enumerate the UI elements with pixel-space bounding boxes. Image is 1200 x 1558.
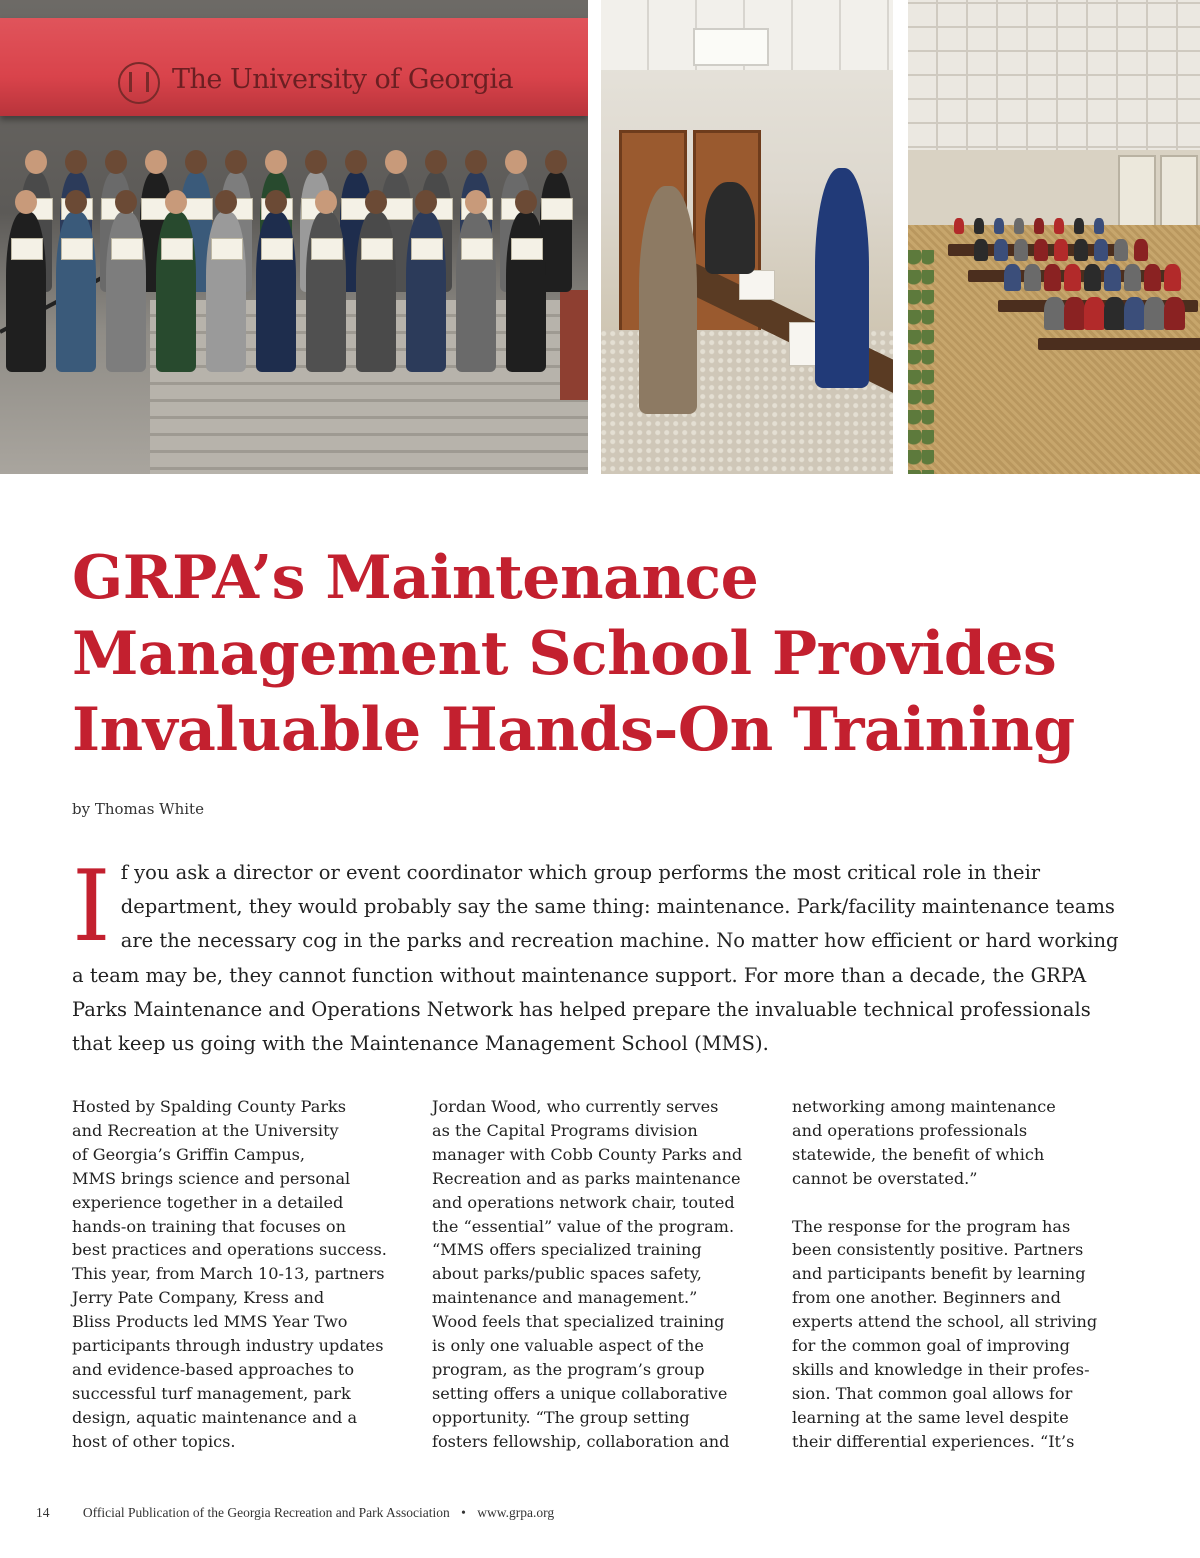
attendee [974, 239, 988, 261]
participant-head [215, 190, 237, 214]
attendee [1064, 297, 1085, 330]
classroom-desk [1038, 338, 1200, 350]
attendee [1074, 239, 1088, 261]
participants-crowd [0, 150, 588, 360]
attendee [1004, 264, 1021, 291]
certificate [461, 238, 493, 260]
lead-paragraph [72, 850, 1132, 1061]
certificate [261, 238, 293, 260]
participant-head [165, 190, 187, 214]
attendee [1164, 297, 1185, 330]
participant [306, 212, 346, 372]
participant-head [185, 150, 207, 174]
photo-classroom-session [908, 0, 1200, 474]
attendee [1054, 218, 1064, 234]
participant [406, 212, 446, 372]
certificate [311, 238, 343, 260]
attendee [1124, 297, 1145, 330]
woman-in-black-jacket [705, 182, 755, 274]
participant [206, 212, 246, 372]
attendee [1044, 264, 1061, 291]
participant-head [65, 150, 87, 174]
attendee [974, 218, 984, 234]
attendee [1074, 218, 1084, 234]
lead-text: f you ask a director or event coordinator which group performs the most critical role in their department, they would probably say the same thing: maintenance. Park/facility maintenance teams are the necessary cog in the parks and recreation machine. No matter how efficient or hard working a team may be, they cannot function without maintenance support. For more than a decade, the GRPA Parks Maintenance and Operations Network has helped prepare the invaluable technical professionals that keep us going with the Maintenance Management School (MMS). [72, 861, 1119, 1056]
byline: by Thomas White [72, 800, 204, 818]
attendee [1024, 264, 1041, 291]
uga-arch-logo [118, 62, 160, 104]
body-column-3: networking among maintenance and operations professionals statewide, the benefit of which cannot be overstated.” The response for the program has been consistently positive. Partners and participants benefit by learning from one another. Beginners and experts attend the school, all striving for the common goal of improving skills and knowledge in their profes- sion. That common goal allows for learning at the same level despite their differential experiences. “It’s [792, 1097, 1098, 1451]
participant-head [265, 150, 287, 174]
potted-plant [908, 250, 934, 474]
awning-sign-text: The University of Georgia [172, 64, 514, 95]
attendee [1094, 239, 1108, 261]
certificate [111, 238, 143, 260]
participant-head [415, 190, 437, 214]
participant-head [145, 150, 167, 174]
attendee [1014, 239, 1028, 261]
coffee-box [739, 270, 775, 300]
article-headline [72, 540, 1172, 768]
attendee [1094, 218, 1104, 234]
headline-line: GRPA’s Maintenance [72, 543, 759, 613]
participant-head [385, 150, 407, 174]
certificate [511, 238, 543, 260]
attendee [1144, 297, 1165, 330]
participant-head [545, 150, 567, 174]
attendee [1014, 218, 1024, 234]
participant [6, 212, 46, 372]
participant-head [15, 190, 37, 214]
page-number: 14 [36, 1505, 50, 1520]
headline-line: Invaluable Hands-On Training [72, 695, 1075, 765]
body-column-2: Jordan Wood, who currently serves as the Capital Programs division manager with Cobb County Parks and Recreation and as parks maintenance and operations network chair, touted the “essential” value of the program. “MMS offers specialized training about parks/public spaces safety, maintenance and management.” Wood feels that specialized training is only one valuable aspect of the program, as the program’s group setting offers a unique collaborative opportunity. “The group setting fosters fellowship, collaboration and [432, 1097, 743, 1451]
drop-cap: I [72, 850, 111, 964]
classroom-ceiling [908, 0, 1200, 170]
attendee [1124, 264, 1141, 291]
participant [506, 212, 546, 372]
attendee [1114, 239, 1128, 261]
certificate [161, 238, 193, 260]
participant-head [65, 190, 87, 214]
certificate [411, 238, 443, 260]
attendee [1064, 264, 1081, 291]
participant-head [265, 190, 287, 214]
website-link[interactable]: www.grpa.org [477, 1505, 555, 1520]
window [1118, 155, 1156, 229]
participant [156, 212, 196, 372]
participant [56, 212, 96, 372]
participant [256, 212, 296, 372]
attendee [1034, 218, 1044, 234]
photo-graduates-group [0, 0, 588, 474]
participant [456, 212, 496, 372]
attendee [1044, 297, 1065, 330]
footer-separator: • [461, 1505, 466, 1520]
participant-head [425, 150, 447, 174]
certificate [61, 238, 93, 260]
ceiling-light [693, 28, 769, 66]
certificate [361, 238, 393, 260]
certificate [541, 198, 573, 220]
participant-head [465, 150, 487, 174]
participant-head [225, 150, 247, 174]
participant [106, 212, 146, 372]
attendee [994, 218, 1004, 234]
attendee [1104, 297, 1125, 330]
body-column-1: Hosted by Spalding County Parks and Recreation at the University of Georgia’s Griffin Campus, MMS brings science and personal experience together in a detailed hands-on training that focuses on best practices and operations success. This year, from March 10-13, partners Jerry Pate Company, Kress and Bliss Products led MMS Year Two participants through industry updates and evidence-based approaches to successful turf management, park design, aquatic maintenance and a host of other topics. [72, 1097, 387, 1451]
participant-head [505, 150, 527, 174]
attendee [1054, 239, 1068, 261]
attendee [1134, 239, 1148, 261]
participant-head [515, 190, 537, 214]
photo-hallway-conversation [601, 0, 893, 474]
participant-head [315, 190, 337, 214]
participant-head [365, 190, 387, 214]
certificate [11, 238, 43, 260]
page-footer [36, 1505, 554, 1521]
man-in-tan-jacket [639, 186, 697, 414]
participant [356, 212, 396, 372]
headline-line: Management School Provides [72, 619, 1057, 689]
participant-head [105, 150, 127, 174]
certificate [211, 238, 243, 260]
attendee [1144, 264, 1161, 291]
participant-head [305, 150, 327, 174]
publication-name: Official Publication of the Georgia Recreation and Park Association [82, 1505, 450, 1520]
participant-head [345, 150, 367, 174]
attendee [1104, 264, 1121, 291]
attendee [994, 239, 1008, 261]
participant-head [25, 150, 47, 174]
attendee [1084, 297, 1105, 330]
window [1160, 155, 1198, 229]
man-in-blue-sweater [815, 168, 869, 388]
attendee [1084, 264, 1101, 291]
attendee [1164, 264, 1181, 291]
attendee [954, 218, 964, 234]
attendee [1034, 239, 1048, 261]
participant-head [115, 190, 137, 214]
participant-head [465, 190, 487, 214]
